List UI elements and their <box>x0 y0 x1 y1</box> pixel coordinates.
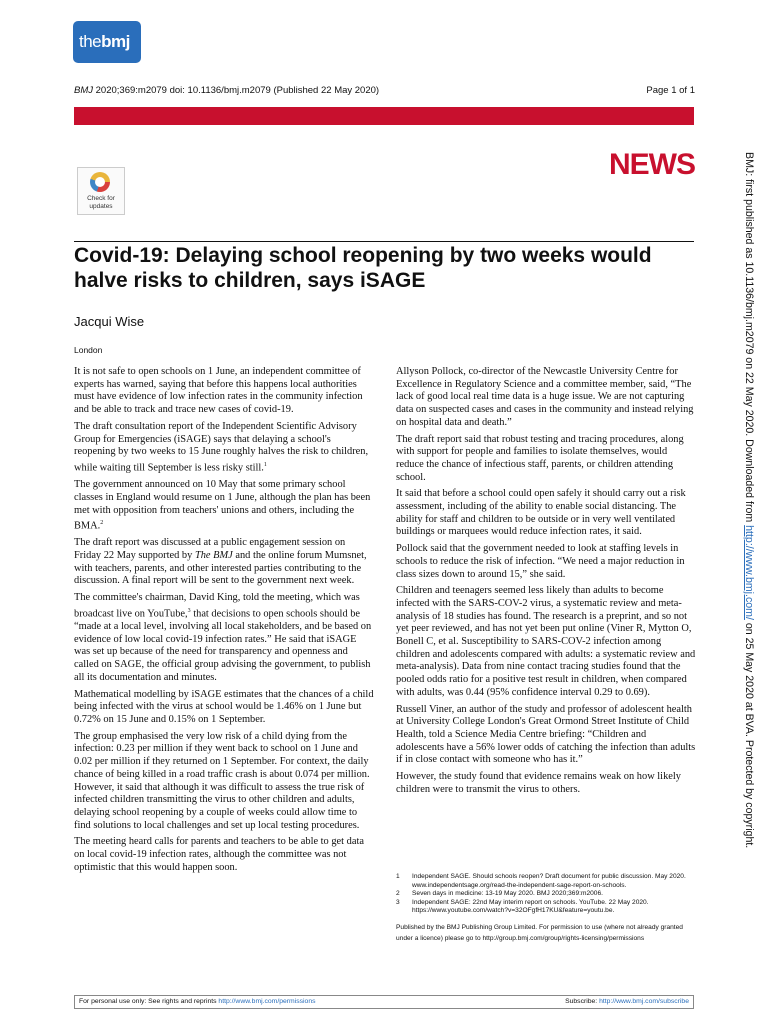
footer-box <box>74 995 694 1009</box>
logo-text: thebmj <box>79 32 130 51</box>
section-label: NEWS <box>609 148 695 181</box>
article-author: Jacqui Wise <box>74 314 145 329</box>
paragraph: The government announced on 10 May that some primary school classes in England would resume on 1 June, although the plan has been met with opposition from teachers' unions and others, including the BMA.$^2$ <box>74 479 371 532</box>
check-for-updates-badge[interactable] <box>77 167 125 215</box>
bmj-logo[interactable] <box>73 21 141 63</box>
article-location: London <box>74 345 103 355</box>
permissions-link[interactable]: http://www.bmj.com/permissions <box>218 998 316 1005</box>
reference-item: 3 Independent SAGE: 22nd May interim report on schools. YouTube. 22 May 2020. https://www.youtube.com/watch?v=32OFgfH17KU&feature=youtu.be. <box>396 898 649 915</box>
subscribe-link[interactable]: http://www.bmj.com/subscribe <box>599 998 689 1005</box>
body-column-left <box>74 366 374 878</box>
paragraph: It said that before a school could open safely it should carry out a risk assessment, including of the ability to enable social distancing. The ability for staff and children to be outside or in very well ventilated buildings or marquees would reduce infection rates, it said. <box>396 488 686 538</box>
paragraph: Allyson Pollock, co-director of the Newcastle University Centre for Excellence in Regulatory Science and a committee member, said, “The lack of good local real time data is a huge issue. We are not capturing data on suspected cases and cases in the community and instead relying on hospital data and death.” <box>396 366 694 428</box>
paragraph: The draft report was discussed at a public engagement session on Friday 22 May supported by The BMJ and the online forum Mumsnet, with teachers, parents, and other interested parties contributing to the discussion. A final report will be sent to the government next week. <box>74 537 367 587</box>
title-rule <box>74 241 694 242</box>
paragraph: The draft report said that robust testing and tracing procedures, along with support for people and families to isolate themselves, would reduce the chance of infectious staff, parents, or children attending school. <box>396 433 684 483</box>
article-title: Covid-19: Delaying school reopening by two weeks would halve risks to children, says iSAGE <box>74 244 652 292</box>
paragraph: Russell Viner, an author of the study and professor of adolescent health at University College London's Great Ormond Street Institute of Child Health, told a Science Media Centre briefing: “Children and adolescents have a 56% lower odds of catching the infection than adults if in close contact with someone who has it.” <box>396 703 696 766</box>
paragraph: Pollock said that the government needed to look at staffing levels in schools to reduce the risk of infection. “We need a major reduction in class sizes down to around 15,” she said. <box>396 543 685 580</box>
body-column-right <box>396 366 696 801</box>
side-copyright-note: BMJ: first published as 10.1136/bmj.m2079 on 22 May 2020. Downloaded from http://www.bmj.com/ on 25 May 2020 at BVA. Protected by copyright. <box>743 152 755 849</box>
citation-line: BMJ 2020;369:m2079 doi: 10.1136/bmj.m2079 (Published 22 May 2020) <box>74 85 380 96</box>
paragraph: The group emphasised the very low risk of a child dying from the infection: 0.23 per million if they went back to school on 1 June and 0.02 per million if they returned on 1 September. For context, the daily chance of being killed in a road traffic crash is about 0.074 per million. However, it said that although it was difficult to assess the true risk of infected children transmitting the virus to other children and adults, delaying school reopening by a couple of weeks could allow time to find solutions to local challenges and set up local testing procedures. <box>74 730 370 831</box>
paragraph: The meeting heard calls for parents and teachers to be able to get data on local covid-19 infection rates, although the committee was not optimistic that this would happen soon. <box>74 836 364 873</box>
badge-label: Check for updates <box>87 195 115 210</box>
footer-rights: For personal use only: See rights and reprints http://www.bmj.com/permissions <box>79 998 316 1005</box>
paragraph: Mathematical modelling by iSAGE estimates that the chances of a child being infected with the virus at school would be 1.46% on 1 June but 0.72% on 15 June and 0.15% on 1 September. <box>74 688 374 725</box>
bmj-site-link[interactable]: http://www.bmj.com/ <box>743 525 755 620</box>
footer-subscribe: Subscribe: http://www.bmj.com/subscribe <box>565 998 689 1005</box>
crossmark-icon <box>90 172 110 192</box>
reference-item: 2 Seven days in medicine: 13-19 May 2020. BMJ 2020;369:m2006. <box>396 890 603 898</box>
publisher-note: Published by the BMJ Publishing Group Limited. For permission to use (where not already granted under a licence) please go to http://group.bmj.com/group/rights-licensing/permissions <box>396 924 683 942</box>
paragraph: It is not safe to open schools on 1 June, an independent committee of experts has warned, saying that before this happens local authorities must have evidence of low infection rates in the community infection and be able to track and trace new cases of covid-19. <box>74 366 363 416</box>
reference-list <box>396 873 696 916</box>
paragraph: The committee's chairman, David King, told the meeting, which was broadcast live on YouTube,$^3$ that decisions to open schools should be “made at a local level, involving all local stakeholders, and be based on evidence of low local covid-19 infection rates.” He said that iSAGE was set up because of the need for transparency and openness and called on SAGE, the official group advising the government, to publish all its documentation and minutes. <box>74 592 372 683</box>
paragraph: Children and teenagers seemed less likely than adults to become infected with the SARS-COV-2 virus, a systematic review and meta-analysis of 18 studies has found. The research is a preprint, and so not yet peer reviewed, and has not yet been put online (Viner R, Mytton O, Bonell C, et al. Susceptibility to SARS-COV-2 infection among children and adolescents compared with adults: a systematic review and meta-analysis). Data from nine contact tracing studies found that the pooled odds ratio for a positive test result in children, when compared with adults, was 0.44 (95% confidence interval 0.29 to 0.69). <box>396 585 696 698</box>
paragraph: However, the study found that evidence remains weak on how likely children were to transmit the virus to others. <box>396 771 681 795</box>
page-number: Page 1 of 1 <box>646 85 695 96</box>
header-red-bar <box>74 107 694 125</box>
reference-item: 1 Independent SAGE. Should schools reopen? Draft document for public discussion. May 2020. www.independentsage.org/read-the-independent-sage-report-on-schools. <box>396 873 686 889</box>
paragraph: The draft consultation report of the Independent Scientific Advisory Group for Emergencies (iSAGE) says that delaying a school's reopening by two weeks to 15 June roughly halves the risk to children, while waiting till September is less risky still.$^1$ <box>74 420 369 474</box>
